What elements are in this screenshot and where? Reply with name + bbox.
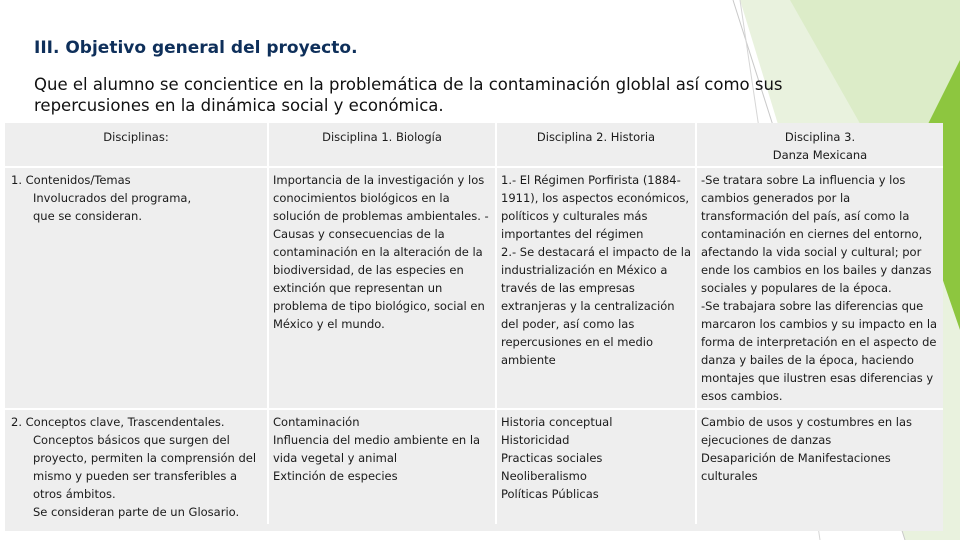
row-label-line: proyecto, permiten la comprensión del [33,451,257,465]
row-label-line: Involucrados del programa, [33,191,192,205]
cell-text: 1.- El Régimen Porfirista (1884-1911), los aspectos económicos, políticos y culturales más importantes del régimen 2.- Se destacará el impacto de la industrialización en México a través de las empresas extranjeras y la centralización del poder, así como las repercusiones en el medio ambiente [501,173,691,367]
row-label-line: mismo y pueden ser transferibles a [33,469,238,483]
cell-historia [496,409,696,524]
row-label-line: Se consideran parte de un Glosario. [33,505,240,519]
table-header-row [5,123,943,167]
header-historia: Disciplina 2. Historia [496,123,696,167]
row-label-contenidos [5,167,268,409]
cell-text: -Se tratara sobre La influencia y los cambios generados por la transformación del país, así como la contaminación en ciernes del entorno, afectando la vida social y cultural; por ende los cambios en los bailes y danzas sociales y populares de la época. -Se trabajara sobre las diferencias que marcaron los cambios y su impacto en la forma de interpretación en el aspecto de danza y bailes de la época, haciendo montajes que ilustren esas diferencias y esos cambios. [701,173,938,403]
cell-danza [696,167,943,409]
cell-biologia [268,409,496,524]
cell-text: Contaminación Influencia del medio ambiente en la vida vegetal y animal Extinción de especies [273,415,481,483]
cell-danza [696,409,943,524]
objective-text: Que el alumno se concientice en la problemática de la contaminación globlal así como sus repercusiones en la dinámica social y económica. [34,75,783,115]
cell-text: Historia conceptual Historicidad Practicas sociales Neoliberalismo Políticas Públicas [501,415,613,501]
row-label-line: Conceptos básicos que surgen del [33,433,230,447]
header-biologia: Disciplina 1. Biología [268,123,496,167]
table-row [5,409,943,524]
disciplines-table [5,123,943,531]
cell-biologia [268,167,496,409]
row-label-conceptos [5,409,268,524]
cell-text: Importancia de la investigación y los conocimientos biológicos en la solución de problemas ambientales. -Causas y consecuencias de la contaminación en la alteración de la biodiversidad, de las especies en extinción que representan un problema de tipo biológico, social en México y el mundo. [273,173,489,331]
header-danza-label: Disciplina 3. Danza Mexicana [772,130,868,162]
header-disciplinas: Disciplinas: [103,130,169,144]
row-label-line: 1. Contenidos/Temas [11,173,131,187]
slide-title: III. Objetivo general del proyecto. [34,38,358,58]
row-label-line: 2. Conceptos clave, Trascendentales. [11,415,225,429]
cell-text: Cambio de usos y costumbres en las ejecuciones de danzas Desaparición de Manifestaciones culturales [701,415,913,483]
cell-historia [496,167,696,409]
header-danza [696,123,943,167]
row-label-line: otros ámbitos. [33,487,116,501]
row-label-line: que se consideran. [33,209,142,223]
table-row [5,167,943,409]
